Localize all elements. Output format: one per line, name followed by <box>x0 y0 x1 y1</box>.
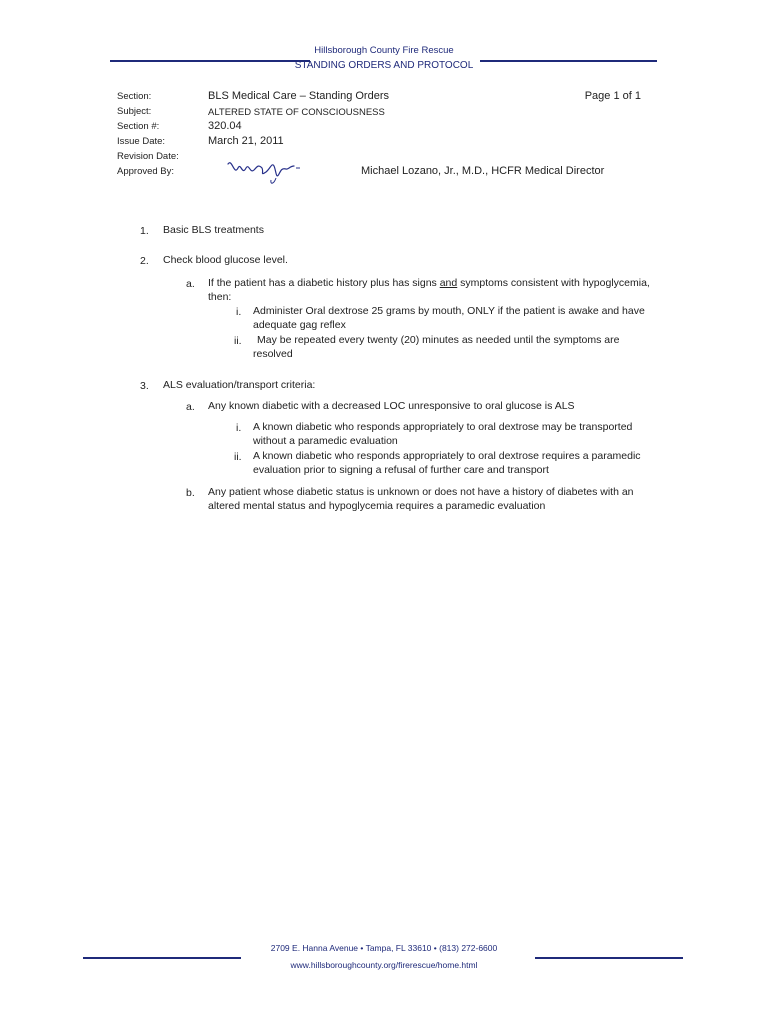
item-2-number: 2. <box>140 255 149 267</box>
item-1-number: 1. <box>140 225 149 237</box>
org-name: Hillsborough County Fire Rescue <box>314 45 454 56</box>
footer-rule-left <box>83 957 241 959</box>
issue-date-label: Issue Date: <box>117 136 166 147</box>
section-value: BLS Medical Care – Standing Orders <box>208 90 389 102</box>
item-2ai-number: i. <box>236 306 242 318</box>
item-3-number: 3. <box>140 380 149 392</box>
item-2aii-line1: May be repeated every twenty (20) minutes as needed until the symptoms are <box>257 334 620 346</box>
approved-by-label: Approved By: <box>117 166 175 177</box>
item-2a-text-and: and <box>439 277 458 289</box>
item-2a-text-post: symptoms consistent with hypoglycemia, <box>457 277 650 289</box>
item-3a-text: Any known diabetic with a decreased LOC unresponsive to oral glucose is ALS <box>208 400 575 412</box>
item-2aii-line2: resolved <box>253 348 293 360</box>
footer-url[interactable]: www.hillsboroughcounty.org/firerescue/home.html <box>290 960 478 970</box>
document-title: STANDING ORDERS AND PROTOCOL <box>294 60 474 71</box>
subject-label: Subject: <box>117 106 152 117</box>
signature <box>224 154 304 186</box>
item-3a-number: a. <box>186 401 195 413</box>
item-2ai-line1: Administer Oral dextrose 25 grams by mouth, ONLY if the patient is awake and have <box>253 305 645 317</box>
item-2a-text-line2: then: <box>208 291 232 303</box>
item-3ai-number: i. <box>236 422 242 434</box>
approver-name: Michael Lozano, Jr., M.D., HCFR Medical Director <box>361 165 605 177</box>
subject-value: ALTERED STATE OF CONSCIOUSNESS <box>208 107 385 118</box>
item-3ai-line2: without a paramedic evaluation <box>253 435 398 447</box>
item-3aii-line2: evaluation prior to signing a refusal of further care and transport <box>253 464 549 476</box>
revision-date-label: Revision Date: <box>117 151 179 162</box>
section-number-value: 320.04 <box>208 120 242 132</box>
issue-date-value: March 21, 2011 <box>208 135 284 147</box>
item-3b-line1: Any patient whose diabetic status is unknown or does not have a history of diabetes with an <box>208 486 634 498</box>
item-3-text: ALS evaluation/transport criteria: <box>163 379 316 391</box>
footer-address: 2709 E. Hanna Avenue • Tampa, FL 33610 • (813) 272-6600 <box>270 943 498 953</box>
item-1-text: Basic BLS treatments <box>163 224 264 236</box>
page-number: Page 1 of 1 <box>584 90 641 102</box>
item-2a-text <box>208 276 650 291</box>
item-3ai-line1: A known diabetic who responds appropriately to oral dextrose may be transported <box>253 421 633 433</box>
item-2a-text-pre: If the patient has a diabetic history plus has signs <box>208 277 440 289</box>
item-2ai-line2: adequate gag reflex <box>253 319 346 331</box>
section-label: Section: <box>117 91 152 102</box>
item-2aii-number: ii. <box>234 335 242 347</box>
item-3aii-number: ii. <box>234 451 242 463</box>
item-2-text: Check blood glucose level. <box>163 254 288 266</box>
item-3aii-line1: A known diabetic who responds appropriately to oral dextrose requires a paramedic <box>253 450 641 462</box>
footer-rule-right <box>535 957 683 959</box>
item-3b-number: b. <box>186 487 195 499</box>
item-3b-line2: altered mental status and hypoglycemia requires a paramedic evaluation <box>208 500 546 512</box>
item-2a-number: a. <box>186 278 195 290</box>
section-number-label: Section #: <box>117 121 160 132</box>
